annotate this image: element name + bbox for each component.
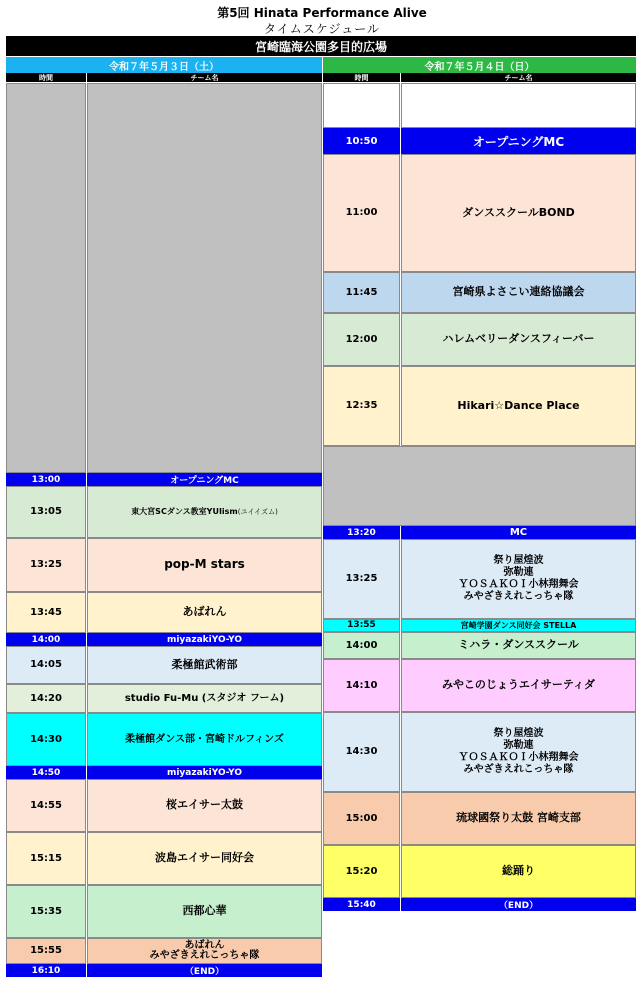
day2-break-block [323, 446, 636, 526]
day1-time: 13:25 [6, 538, 86, 592]
day1-team: studio Fu-Mu (スタジオ フーム) [87, 684, 322, 713]
day1-team [87, 938, 322, 964]
day2-team: 宮崎学園ダンス同好会 STELLA [401, 619, 636, 632]
team-note: (ユイイズム) [237, 507, 278, 516]
day1-team: オープニングMC [87, 473, 322, 486]
day2-team: 総踊り [401, 845, 636, 898]
event-title: 第5回 Hinata Performance Alive [217, 5, 427, 20]
day2-time: 13:55 [323, 619, 400, 632]
schedule-subtitle: タイムスケジュール [263, 21, 381, 36]
day1-time: 13:05 [6, 486, 86, 538]
day1-time: 16:10 [6, 964, 86, 977]
team-name: あばれん [184, 939, 225, 951]
day1-time: 13:00 [6, 473, 86, 486]
day1-empty-team-block [87, 83, 322, 473]
day2-team: 琉球國祭り太鼓 宮崎支部 [401, 792, 636, 845]
team-line: 祭り屋煌波 [493, 728, 544, 739]
day2-team: Hikari☆Dance Place [401, 366, 636, 446]
day2-time: 11:45 [323, 272, 400, 313]
day1-team: 西都心華 [87, 885, 322, 938]
day1-time: 14:50 [6, 766, 86, 779]
day2-time: 13:20 [323, 526, 400, 539]
day1-time: 15:55 [6, 938, 86, 964]
day2-team: MC [401, 526, 636, 539]
day2-empty-time-cell [323, 83, 400, 128]
team-line: ＹＯＳＡＫＯＩ小林翔舞会 [458, 752, 579, 763]
day1-team: pop-M stars [87, 538, 322, 592]
day1-time: 14:05 [6, 646, 86, 684]
day2-team: ダンススクールBOND [401, 154, 636, 272]
day2-team [401, 712, 636, 792]
day2-time: 15:40 [323, 898, 400, 911]
team-name-2: みやざきえれこっちゃ隊 [149, 950, 260, 961]
day2-team: オープニングMC [401, 128, 636, 154]
day1-team: miyazakiYO-YO [87, 633, 322, 646]
day1-team: miyazakiYO-YO [87, 766, 322, 779]
day1-empty-time-block [6, 83, 86, 473]
day1-col-time: 時間 [6, 73, 86, 82]
day2-team: みやこのじょうエイサーティダ [401, 659, 636, 712]
team-line: ＹＯＳＡＫＯＩ小林翔舞会 [458, 579, 579, 590]
day1-team: 柔極館武術部 [87, 646, 322, 684]
day2-time: 15:20 [323, 845, 400, 898]
day1-team [87, 486, 322, 538]
day1-date-header: 令和７年５月３日（土） [6, 57, 322, 73]
team-line: 弥勒連 [503, 740, 534, 751]
day1-team: 桜エイサー太鼓 [87, 779, 322, 832]
day1-team: （END） [87, 964, 322, 977]
day2-time: 15:00 [323, 792, 400, 845]
day2-time: 12:35 [323, 366, 400, 446]
day2-date-header: 令和７年５月４日（日） [323, 57, 636, 73]
day2-empty-team-cell [401, 83, 636, 128]
day2-team: ハレムベリーダンスフィーバー [401, 313, 636, 366]
day2-team: （END） [401, 898, 636, 911]
day2-team [401, 539, 636, 619]
day1-time: 15:15 [6, 832, 86, 885]
day2-time: 14:00 [323, 632, 400, 659]
team-line: 弥勒連 [503, 567, 534, 578]
day2-col-time: 時間 [323, 73, 400, 82]
day1-team: 波島エイサー同好会 [87, 832, 322, 885]
day1-team: あばれん [87, 592, 322, 633]
day1-time: 14:55 [6, 779, 86, 832]
team-line: 祭り屋煌波 [493, 555, 544, 566]
day2-time: 12:00 [323, 313, 400, 366]
day1-team: 柔極館ダンス部・宮崎ドルフィンズ [87, 713, 322, 766]
day1-col-team: チーム名 [87, 73, 322, 82]
day2-col-team: チーム名 [401, 73, 636, 82]
day1-time: 14:00 [6, 633, 86, 646]
day2-time: 13:25 [323, 539, 400, 619]
day1-time: 14:20 [6, 684, 86, 713]
day1-time: 13:45 [6, 592, 86, 633]
team-name: 東大宮SCダンス教室YUIism [131, 507, 238, 517]
day2-time: 14:10 [323, 659, 400, 712]
venue-header: 宮崎臨海公園多目的広場 [6, 36, 636, 56]
day2-time: 14:30 [323, 712, 400, 792]
day2-time: 11:00 [323, 154, 400, 272]
team-line: みやざきえれこっちゃ隊 [463, 591, 574, 602]
day2-team: 宮崎県よさこい連絡協議会 [401, 272, 636, 313]
day1-time: 15:35 [6, 885, 86, 938]
team-line: みやざきえれこっちゃ隊 [463, 764, 574, 775]
day1-time: 14:30 [6, 713, 86, 766]
day2-team: ミハラ・ダンススクール [401, 632, 636, 659]
day2-time: 10:50 [323, 128, 400, 154]
